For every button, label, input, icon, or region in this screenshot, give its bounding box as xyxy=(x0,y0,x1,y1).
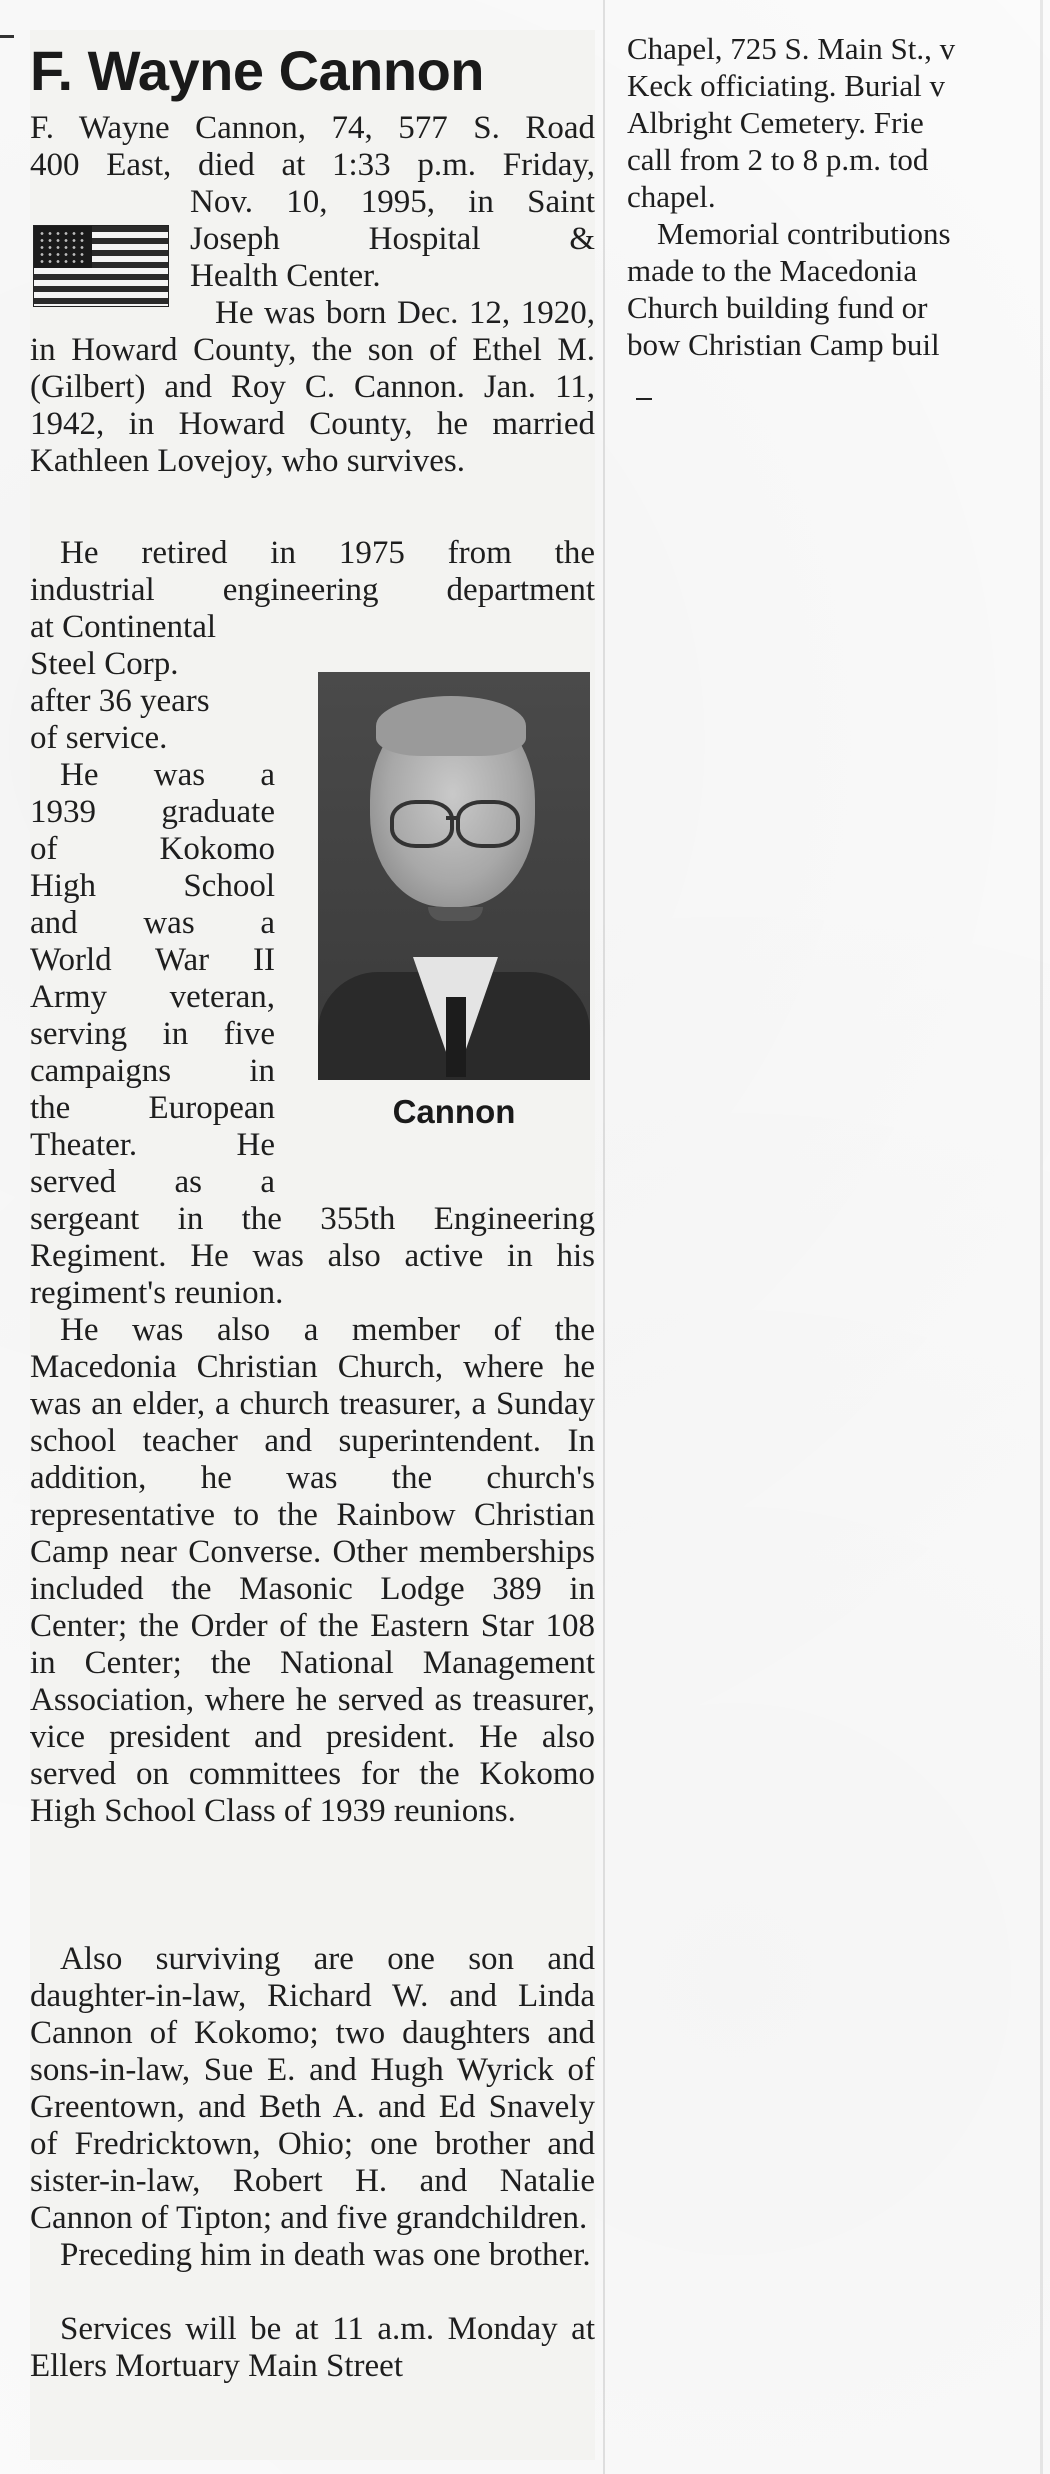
continued-line: Church building fund or xyxy=(627,290,928,325)
paragraph-line: Nov. 10, 1995, in Saint xyxy=(190,184,595,220)
paragraph-line: 400 East, died at 1:33 p.m. Friday, xyxy=(30,147,595,183)
paragraph: Also surviving are one son and daughter-in-law, Richard W. and Linda Cannon of Kokomo; two daughters and sons-in-law, Sue E. and Hugh Wyrick of Greentown, and Beth A. and Ed Snavely of Fredricktown, Ohio; one brother and sister-in-law, Robert H. and Natalie Cannon of Tipton; and five grandchildren. xyxy=(30,1941,595,2236)
paragraph-line: of service. xyxy=(30,720,168,756)
paragraph-line: Steel Corp. xyxy=(30,646,179,682)
paragraph-line: campaigns in xyxy=(30,1053,275,1089)
paragraph-line: serving in five xyxy=(30,1016,275,1052)
photo-caption: Cannon xyxy=(392,1093,516,1130)
continued-line: Albright Cemetery. Frie xyxy=(627,105,924,140)
paragraph-line: after 36 years xyxy=(30,683,210,719)
paragraph-line: Theater. He xyxy=(30,1127,275,1163)
paragraph: He was also a member of the Macedonia Christian Church, where he was an elder, a church treasurer, a Sunday school teacher and superintendent. In addition, he was the church's representative to the Rainbow Christian Camp near Converse. Other memberships included the Masonic Lodge 389 in Center; the Order of the Eastern Star 108 in Center; the National Management Association, where he served as treasurer, vice president and president. He also served on committees for the Kokomo High School Class of 1939 reunions. xyxy=(30,1312,595,1829)
paragraph-line: 1939 graduate xyxy=(30,794,275,830)
paragraph-line: and was a xyxy=(30,905,275,941)
paragraph-line: Army veteran, xyxy=(30,979,275,1015)
continued-line: made to the Macedonia xyxy=(627,253,918,288)
paragraph-line: the European xyxy=(30,1090,275,1126)
portrait-photo xyxy=(318,672,590,1080)
page-edge xyxy=(1040,0,1043,2474)
paragraph-line: Health Center. xyxy=(190,258,381,294)
paragraph-line: industrial engineering department xyxy=(30,572,595,608)
scan-mark xyxy=(0,35,14,38)
paragraph-line: High School xyxy=(30,868,275,904)
paragraph: sergeant in the 355th Engineering Regiment. He was also active in his regiment's reunion. xyxy=(30,1201,595,1311)
column-divider xyxy=(603,0,605,2474)
end-dash xyxy=(636,398,652,400)
obituary-headline: F. Wayne Cannon xyxy=(30,39,485,102)
continued-line: chapel. xyxy=(627,179,716,214)
paragraph-line: of Kokomo xyxy=(30,831,275,867)
paragraph: Services will be at 11 a.m. Monday at Ellers Mortuary Main Street xyxy=(30,2311,595,2384)
paragraph-line: F. Wayne Cannon, 74, 577 S. Road xyxy=(30,110,595,146)
continued-line: Chapel, 725 S. Main St., v xyxy=(627,31,956,66)
paragraph-line: He retired in 1975 from the xyxy=(60,535,595,571)
paragraph-line: served as a xyxy=(30,1164,275,1200)
continued-line: Memorial contributions xyxy=(657,216,951,251)
paragraph-line: He was a xyxy=(60,757,275,793)
paragraph: He was born Dec. 12, 1920, in Howard County, the son of Ethel M. (Gilbert) and Roy C. Cannon. Jan. 11, 1942, in Howard County, he married Kathleen Lovejoy, who survives. xyxy=(30,295,595,479)
continued-line: Keck officiating. Burial v xyxy=(627,68,945,103)
paragraph-line: at Continental xyxy=(30,609,217,645)
paragraph: Preceding him in death was one brother. xyxy=(60,2237,591,2273)
paragraph-line: Joseph Hospital & xyxy=(190,221,595,257)
continued-line: bow Christian Camp buil xyxy=(627,327,940,362)
paragraph-line: World War II xyxy=(30,942,275,978)
continued-line: call from 2 to 8 p.m. tod xyxy=(627,142,929,177)
